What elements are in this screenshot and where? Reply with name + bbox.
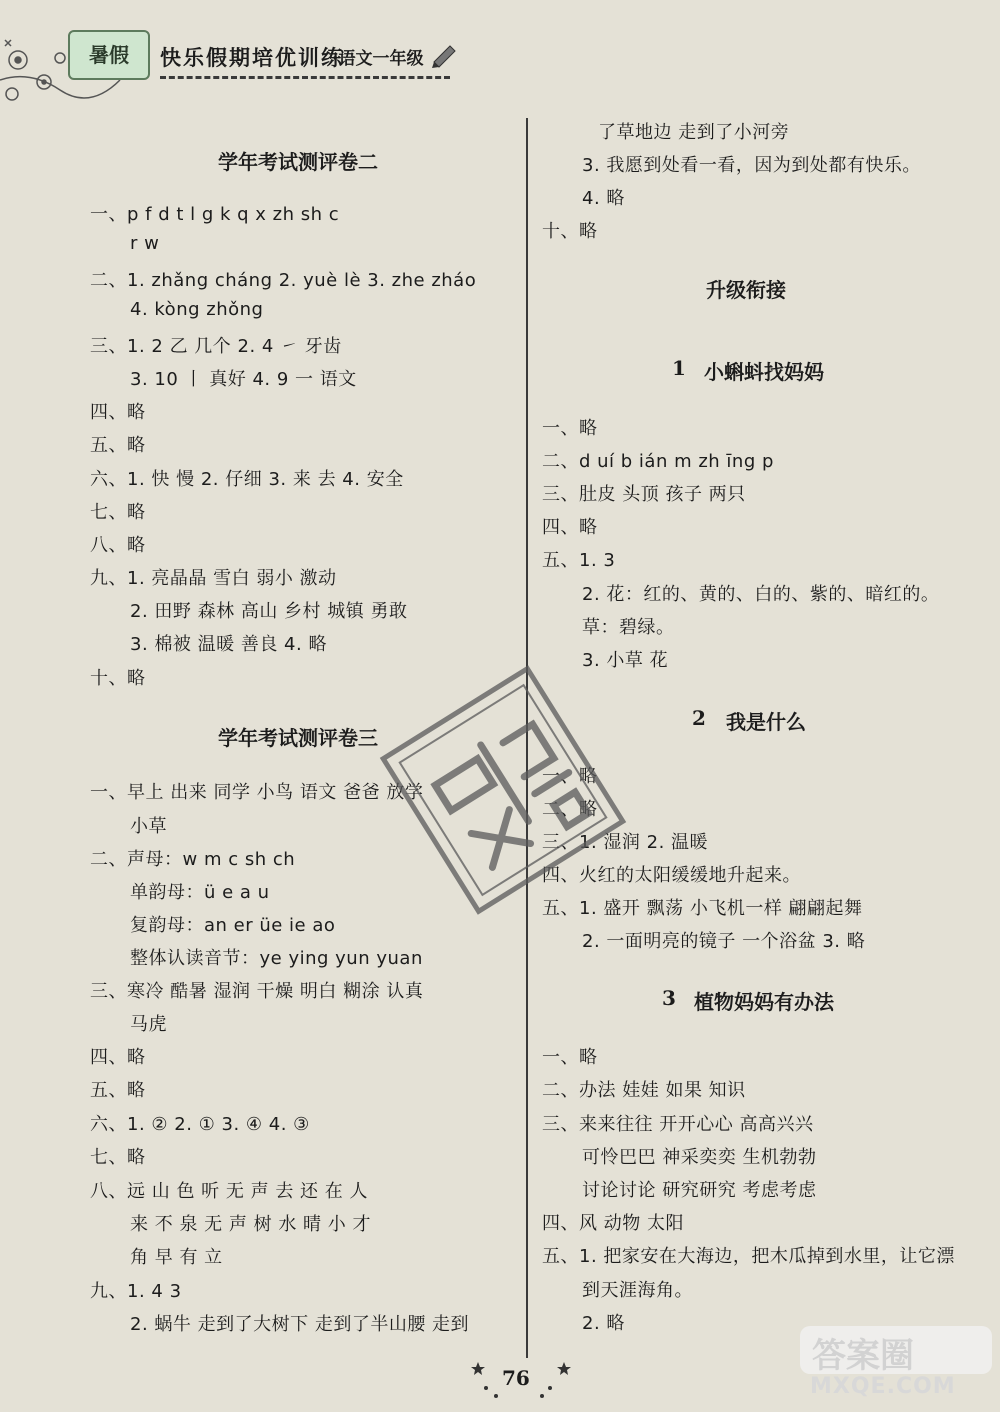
answer-line: 十、略 — [90, 668, 146, 689]
section-title: 学年考试测评卷二 — [218, 150, 378, 174]
answer-line: 讨论讨论 研究研究 考虑考虑 — [582, 1180, 817, 1201]
answer-line: 二、d uí b ián m zh īng p — [542, 451, 774, 472]
answer-line: 二、1. zhǎng cháng 2. yuè lè 3. zhe zháo — [90, 270, 477, 291]
page-number: 76 — [502, 1366, 530, 1390]
answer-line: 了草地边 走到了小河旁 — [598, 122, 790, 143]
answer-line: 2. 田野 森林 高山 乡村 城镇 勇敢 — [130, 601, 408, 622]
answer-line: 3. 小草 花 — [582, 650, 669, 671]
answer-line: 一、略 — [542, 418, 598, 439]
answer-line: 三、肚皮 头顶 孩子 两只 — [542, 484, 746, 505]
answer-line: 三、寒冷 酷暑 湿润 干燥 明白 糊涂 认真 — [90, 981, 424, 1002]
answer-line: 一、p f d t l g k q x zh sh c — [90, 204, 340, 225]
answer-line: 五、1. 3 — [542, 550, 616, 571]
answer-line: 复韵母：an er üe ie ao — [130, 915, 336, 936]
answer-line: 四、风 动物 太阳 — [542, 1213, 684, 1234]
answer-line: 六、1. 快 慢 2. 仔细 3. 来 去 4. 安全 — [90, 469, 404, 490]
answer-line: 五、略 — [90, 435, 146, 456]
lesson-title: 小蝌蚪找妈妈 — [704, 360, 824, 384]
answer-line: 草：碧绿。 — [582, 617, 675, 638]
answer-line: 3. 棉被 温暖 善良 4. 略 — [130, 634, 327, 655]
answer-line: 一、略 — [542, 766, 598, 787]
book-subtitle: ·语文一年级 — [332, 49, 424, 69]
answer-line: 五、1. 盛开 飘荡 小飞机一样 翩翩起舞 — [542, 898, 863, 919]
answer-line: 二、办法 娃娃 如果 知识 — [542, 1080, 746, 1101]
header-dash-line — [160, 76, 450, 79]
answer-line: 二、声母：w m c sh ch — [90, 849, 296, 870]
answer-line: 三、1. 2 乙 几个 2. 4 ㇀ 牙齿 — [90, 336, 342, 357]
answer-line: 4. kòng zhǒng — [130, 299, 264, 320]
answer-line: 三、1. 湿润 2. 温暖 — [542, 832, 709, 853]
answer-line: 八、远 山 色 听 无 声 去 还 在 人 — [90, 1181, 368, 1202]
answer-line: 九、1. 4 3 — [90, 1281, 182, 1302]
answer-line: 一、早上 出来 同学 小鸟 语文 爸爸 放学 — [90, 782, 424, 803]
summer-badge: 暑假 — [68, 30, 150, 80]
answer-line: 五、略 — [90, 1080, 146, 1101]
answer-line: 3. 我愿到处看一看，因为到处都有快乐。 — [582, 155, 921, 176]
answer-line: 角 早 有 立 — [130, 1247, 223, 1268]
answer-line: 小草 — [130, 816, 167, 837]
answer-line: 十、略 — [542, 221, 598, 242]
answer-line: 2. 略 — [582, 1313, 625, 1334]
answer-line: 整体认读音节：ye ying yun yuan — [130, 948, 423, 969]
answer-line: 到天涯海角。 — [582, 1280, 693, 1301]
answer-line: 六、1. ② 2. ① 3. ④ 4. ③ — [90, 1114, 310, 1135]
watermark-url: MXQE.COM — [810, 1374, 956, 1399]
answer-line: 可怜巴巴 神采奕奕 生机勃勃 — [582, 1147, 817, 1168]
pencil-icon — [430, 38, 460, 68]
answer-line: 单韵母：ü e a u — [130, 882, 270, 903]
answer-line: 2. 蜗牛 走到了大树下 走到了半山腰 走到 — [130, 1314, 470, 1335]
answer-line: 2. 一面明亮的镜子 一个浴盆 3. 略 — [582, 931, 866, 952]
answer-line: 七、略 — [90, 502, 146, 523]
book-title: 快乐假期培优训练 — [160, 46, 344, 70]
lesson-number: 2 — [692, 706, 706, 730]
answer-line: 八、略 — [90, 535, 146, 556]
section-title: 学年考试测评卷三 — [218, 726, 378, 750]
answer-line: 四、火红的太阳缓缓地升起来。 — [542, 865, 801, 886]
lesson-number: 1 — [672, 356, 686, 380]
answer-line: 四、略 — [90, 1047, 146, 1068]
lesson-number: 3 — [662, 986, 676, 1010]
answer-line: 五、1. 把家安在大海边，把木瓜掉到水里，让它漂 — [542, 1246, 955, 1267]
page-header — [0, 0, 1000, 110]
answer-line: 四、略 — [90, 402, 146, 423]
watermark-text: 答案圈 — [812, 1336, 914, 1376]
section-title: 升级衔接 — [706, 278, 786, 302]
answer-line: 2. 花：红的、黄的、白的、紫的、暗红的。 — [582, 584, 940, 605]
lesson-title: 植物妈妈有办法 — [694, 990, 834, 1014]
stamp-watermark-icon — [378, 660, 628, 920]
answer-line: 4. 略 — [582, 188, 625, 209]
answer-line: 七、略 — [90, 1147, 146, 1168]
answer-line: 来 不 泉 无 声 树 水 晴 小 才 — [130, 1214, 371, 1235]
answer-line: 二、略 — [542, 799, 598, 820]
answer-line: 九、1. 亮晶晶 雪白 弱小 激动 — [90, 568, 337, 589]
lesson-title: 我是什么 — [726, 710, 806, 734]
answer-line: 三、来来往往 开开心心 高高兴兴 — [542, 1114, 814, 1135]
answer-line: r w — [130, 233, 160, 254]
answer-line: 四、略 — [542, 517, 598, 538]
answer-line: 马虎 — [130, 1014, 167, 1035]
answer-line: 一、略 — [542, 1047, 598, 1068]
answer-line: 3. 10 丨 真好 4. 9 一 语文 — [130, 369, 357, 390]
